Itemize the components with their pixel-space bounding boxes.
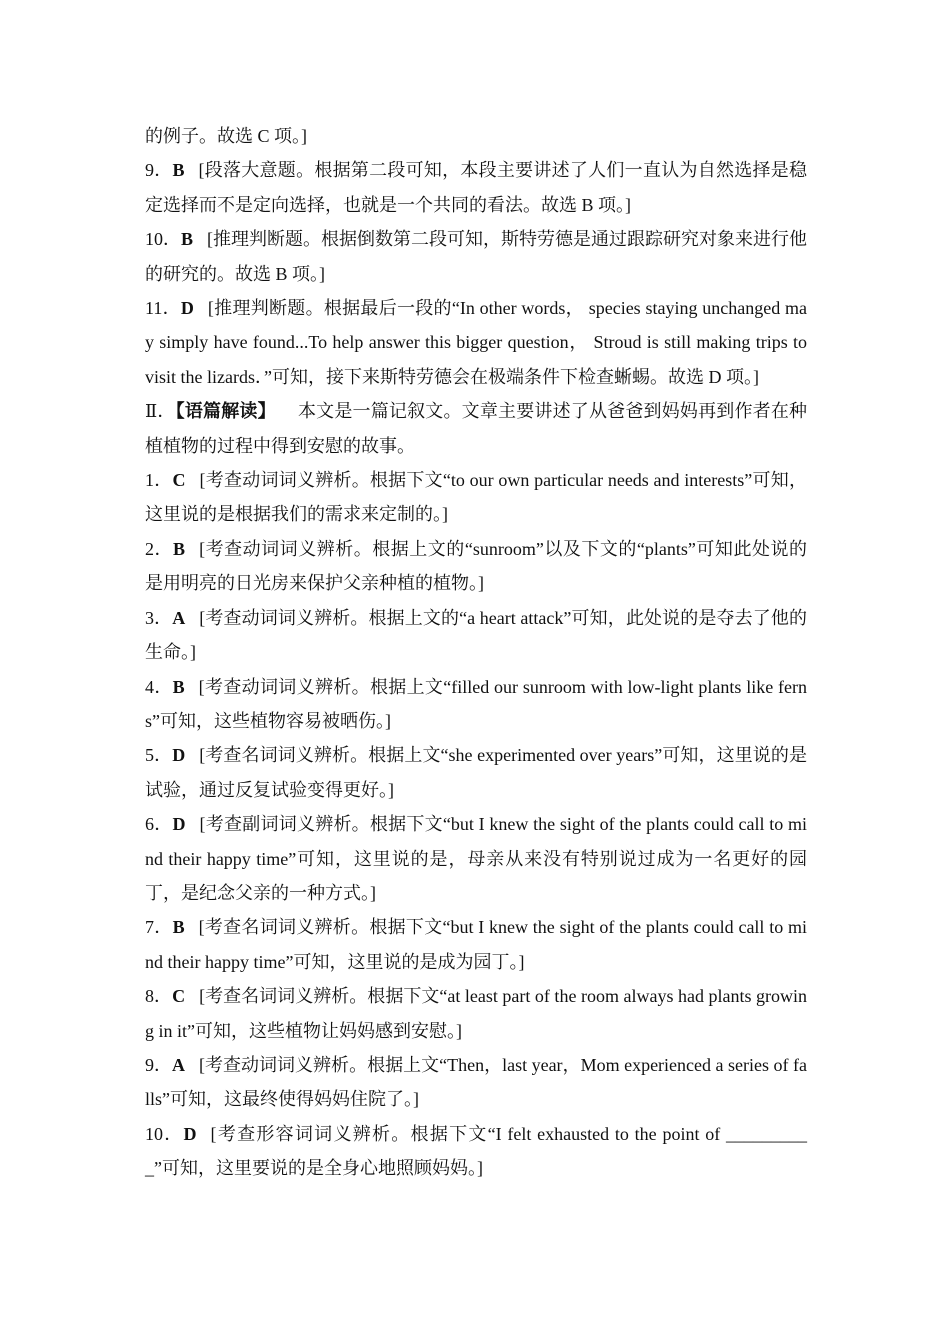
explanation-text: [考查名词词义辨析。根据上文“she experimented over years”可知，这里说的是试验，通过反复试验变得更好。]: [145, 745, 807, 800]
section-summary: [145, 394, 807, 463]
answer-item: [145, 222, 807, 291]
answer-letter: C: [172, 986, 186, 1007]
answer-key-page: [145, 119, 807, 1186]
question-number: 4．: [145, 676, 173, 697]
answer-item: [145, 463, 807, 532]
answer-letter: B: [172, 917, 185, 938]
question-number: 9．: [145, 160, 173, 181]
answer-item: [145, 153, 807, 222]
explanation-text: [考查形容词词义辨析。根据下文“I felt exhausted to the point of __________”可知，这里要说的是全身心地照顾妈妈。]: [145, 1123, 807, 1179]
section-summary-text: 本文是一篇记叙文。文章主要讲述了从爸爸到妈妈再到作者在种植植物的过程中得到安慰的故事。: [145, 401, 808, 456]
answer-letter: A: [172, 1054, 186, 1075]
explanation-text: [考查动词词义辨析。根据上文的“a heart attack”可知，此处说的是夺去了他的生命。]: [145, 607, 808, 663]
answer-letter: B: [181, 229, 194, 250]
answer-letter: B: [172, 160, 185, 181]
intro-text: 的例子。故选 C 项。]: [145, 126, 307, 146]
answer-letter: C: [172, 470, 186, 491]
explanation-text: [段落大意题。根据第二段可知，本段主要讲述了人们一直认为自然选择是稳定选择而不是定向选择，也就是一个共同的看法。故选 B 项。]: [145, 160, 807, 215]
answer-item: [145, 910, 807, 979]
explanation-text: [考查名词词义辨析。根据下文“at least part of the room always had plants growing in it”可知，这些植物让妈妈感到安慰。]: [145, 986, 808, 1041]
question-number: 9．: [145, 1054, 173, 1075]
question-number: 2．: [145, 538, 174, 559]
explanation-text: [考查动词词义辨析。根据上文“Then，last year，Mom experienced a series of falls”可知，这最终使得妈妈住院了。]: [145, 1054, 807, 1110]
answer-item: [145, 601, 807, 670]
answer-letter: D: [172, 814, 186, 835]
answer-item: [145, 738, 807, 807]
explanation-text: [考查名词词义辨析。根据下文“but I knew the sight of the plants could call to mind their happy time”可知，这里说的是成为园丁。]: [145, 917, 807, 972]
explanation-text: [考查动词词义辨析。根据上文的“sunroom”以及下文的“plants”可知此处说的是用明亮的日光房来保护父亲种植的植物。]: [145, 538, 808, 594]
answer-item: [145, 979, 807, 1048]
answer-letter: D: [172, 745, 186, 766]
question-number: 8．: [145, 986, 173, 1007]
answer-item: [145, 670, 807, 739]
answer-item: [145, 1117, 807, 1186]
explanation-text: [推理判断题。根据倒数第二段可知，斯特劳德是通过跟踪研究对象来进行他的研究的。故选 B 项。]: [145, 229, 808, 284]
answer-item: [145, 1048, 807, 1117]
answer-letter: B: [172, 676, 185, 697]
question-number: 3．: [145, 607, 173, 628]
answer-item: [145, 291, 807, 394]
explanation-text: [考查副词词义辨析。根据下文“but I knew the sight of the plants could call to mind their happy time”可知，这里说的是，母亲从来没有特别说过成为一名更好的园丁，是纪念父亲的一种方式。]: [145, 814, 808, 903]
question-number: 1．: [145, 470, 173, 491]
explanation-text: [考查动词词义辨析。根据下文“to our own particular needs and interests”可知，这里说的是根据我们的需求来定制的。]: [145, 470, 808, 525]
answer-letter: A: [172, 607, 186, 628]
question-number: 10．: [145, 1123, 184, 1144]
explanation-text: [考查动词词义辨析。根据上文“filled our sunroom with low-light plants like ferns”可知，这些植物容易被晒伤。]: [145, 676, 807, 731]
question-number: 10．: [145, 229, 181, 250]
answer-letter: D: [183, 1123, 197, 1144]
answer-letter: B: [173, 538, 186, 559]
question-number: 11．: [145, 298, 181, 319]
answer-item: [145, 807, 807, 910]
answer-letter: D: [180, 298, 194, 319]
intro-line: [145, 119, 807, 153]
section-label: Ⅱ．: [145, 401, 176, 422]
section-heading: 【语篇解读】: [175, 401, 276, 422]
question-number: 7．: [145, 917, 173, 938]
question-number: 5．: [145, 745, 173, 766]
explanation-text: [推理判断题。根据最后一段的“In other words， species staying unchanged may simply have found...To help answer this bigger question， Stroud is still making trips to visit the lizards．”可知，接下来斯特劳德会在极端条件下检查蜥蜴。故选 D 项。]: [145, 298, 807, 387]
answer-item: [145, 532, 807, 601]
question-number: 6．: [145, 814, 173, 835]
